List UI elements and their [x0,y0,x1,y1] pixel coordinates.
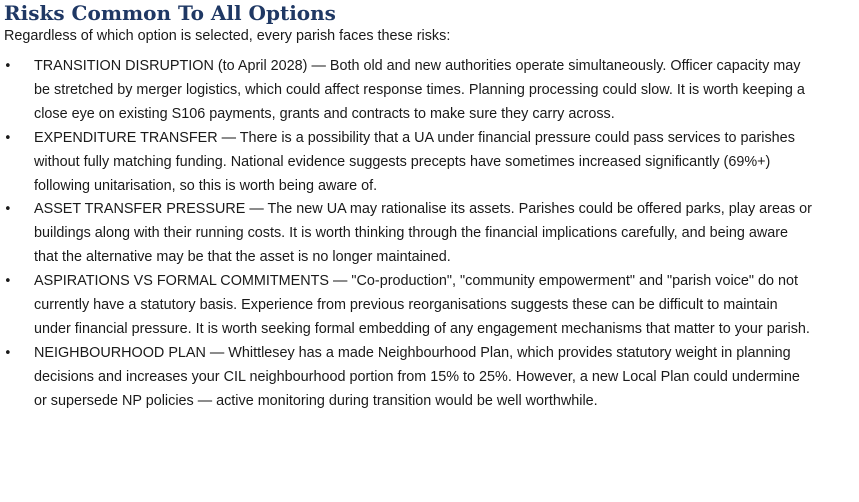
bullet-icon: • [4,130,12,146]
list-item [4,55,816,127]
list-item [4,270,816,342]
risk-text: NEIGHBOURHOOD PLAN — Whittlesey has a made Neighbourhood Plan, which provides statutory weight in planning decisions and increases your CIL neighbourhood portion from 15% to 25%. However, a new Local Plan could undermine or supersede NP policies — active monitoring during transition would be well worthwhile. [34,344,800,409]
risk-text: TRANSITION DISRUPTION (to April 2028) — Both old and new authorities operate simultaneously. Officer capacity may be stretched by merger logistics, which could affect response times. Planning processing could slow. It is worth keeping a close eye on existing S106 payments, grants and contracts to make sure they carry across. [34,58,805,122]
risk-text: ASSET TRANSFER PRESSURE — The new UA may rationalise its assets. Parishes could be offered parks, play areas or buildings along with their running costs. It is worth thinking through the financial implications carefully, and being aware that the alternative may be that the asset is no longer maintained. [34,201,812,266]
bullet-icon: • [4,202,12,218]
bullet-icon: • [4,345,12,361]
risk-text: EXPENDITURE TRANSFER — There is a possibility that a UA under financial pressure could pass services to parishes without fully matching funding. National evidence suggests precepts have sometimes increased significantly (69%+) following unitarisation, so this is worth being aware of. [34,129,795,194]
bullet-icon: • [4,274,12,290]
list-item [4,342,816,414]
risk-list [4,55,816,414]
intro-paragraph: Regardless of which option is selected, every parish faces these risks: [4,28,451,44]
section-heading: Risks Common To All Options [4,1,336,25]
list-item [4,198,816,270]
risk-text: ASPIRATIONS VS FORMAL COMMITMENTS — "Co-production", "community empowerment" and "parish voice" do not currently have a statutory basis. Experience from previous reorganisations suggests these can be difficult to maintain under financial pressure. It is worth seeking formal embedding of any engagement mechanisms that matter to your parish. [34,273,810,337]
list-item [4,127,816,199]
bullet-icon: • [4,59,12,74]
